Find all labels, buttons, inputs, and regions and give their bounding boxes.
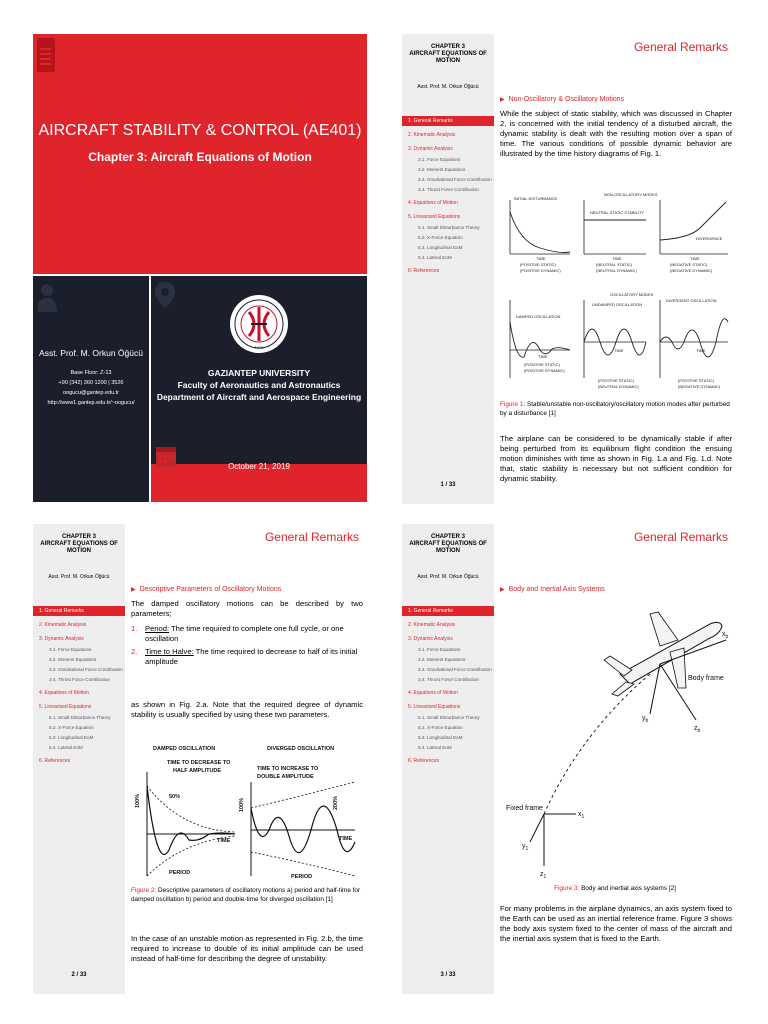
fig1-initial-label: INITIAL DISTURBANCE [514,196,558,201]
fig1-osc-modes-label: OSCILLATORY MODES [610,292,654,297]
fig1-neg-static-c: (NEGATIVE STATIC) [670,262,708,267]
navigation-sidebar [33,524,125,994]
body-paragraph: For many problems in the airplane dynamics, an axis system fixed to the Earth can be used as an inertial reference frame. Figure 3 shows the body axis system fixed to the center of mass of the aircraft and the inertial axis system that is fixed to the Earth. [500,904,732,943]
fig2-half: HALF AMPLITUDE [173,768,222,774]
sidebar-item[interactable]: 1. General Remarks [402,606,494,616]
fig1-pos-static-f: (POSITIVE STATIC) [678,378,714,383]
slide-content [125,524,367,994]
fig1-pos-static-e: (POSITIVE STATIC) [598,378,634,383]
fig1-neutral-label: NEUTRAL STATIC STABILITY [590,210,645,215]
fig2-double: DOUBLE AMPLITUDE [257,774,314,780]
navigation-sidebar [402,524,494,994]
parameter-item [131,624,363,644]
logo-year: 1973 [254,345,264,350]
sidebar-item[interactable]: 3.4. Thrust Force Contribution [418,677,479,682]
closing-paragraph: In the case of an unstable motion as represented in Fig. 2.b, the time required to increase to double of its initial amplitude can be used instead of half-time for describing the degree of unstability. [131,934,363,963]
slide-title: General Remarks [633,530,728,544]
page-number: 3 / 33 [440,972,456,978]
page-number: 2 / 33 [71,972,87,978]
sidebar-item[interactable]: 4. Equations of Motion [39,690,89,696]
figure-2-oscillation-params [131,742,365,882]
contact-office: Base Floor: Z-13 [70,370,112,376]
fig1-divergent-label: DIVERGENT OSCILLATION [666,298,717,303]
fig1-pos-dyn-a: (POSITIVE DYNAMIC) [520,268,561,273]
sidebar-item[interactable]: 3.4. Thrust Force Contribution [49,677,110,682]
sidebar-chapter-line: AIRCRAFT EQUATIONS OF [40,541,118,547]
fig1-time-d: TIME [538,354,548,359]
fig1-neg-dyn-f: (NEGATIVE DYNAMIC) [678,384,721,389]
location-pin-icon [155,282,175,308]
sidebar-chapter [402,44,494,65]
sidebar-item[interactable]: 5.3. Longitudinal EoM [49,735,94,740]
fig2-50: 50% [169,794,181,800]
fig1-non-osc-label: NON-OSCILLATORY MODES [604,192,658,197]
sidebar-chapter [33,534,125,555]
author-name: Asst. Prof. M. Orkun Öğücü [39,348,143,358]
sidebar-item[interactable]: 5.2. X-Force Equation [49,725,94,730]
fig1-undamped-label: UNDAMPED OSCILLATION [592,302,643,307]
fig2-100-a: 100% [135,793,141,808]
item-term: Period: [145,624,170,633]
sidebar-chapter-line: CHAPTER 3 [430,534,465,540]
fig1-pos-static-a: (POSITIVE STATIC) [520,262,556,267]
sidebar-item[interactable]: 6. References [408,758,440,764]
sidebar-item[interactable]: 2. Kinematic Analysis [39,622,87,628]
sidebar-item[interactable]: 5.2. X-Force Equation [418,235,463,240]
section-heading: ▶ Body and Inertial Axis Systems [500,586,605,593]
slide-title: General Remarks [633,40,728,54]
fig2-100-b: 100% [239,797,245,812]
person-icon [35,282,59,312]
figure-label: Figure 1: [500,401,526,408]
sidebar-chapter-line: AIRCRAFT EQUATIONS OF [409,51,487,57]
sidebar-item[interactable]: 6. References [408,268,440,274]
figure-1-caption [500,400,730,418]
document-icon [37,38,55,72]
section-heading: ▶ Non-Oscillatory & Oscillatory Motions [500,96,624,103]
body-y-axis-label: $y_b$ [642,715,649,724]
sidebar-item[interactable]: 3.1. Force Equations [418,647,461,652]
body-x-axis-label: $x_b$ [722,631,729,640]
fig2-time-b: TIME [339,836,353,842]
sidebar-item[interactable]: 3.4. Thrust Force Contribution [418,187,479,192]
course-title: AIRCRAFT STABILITY & CONTROL (AE401) [38,122,362,139]
body-z-axis-label: $z_b$ [694,725,701,734]
navigation-sidebar [402,34,494,504]
sidebar-item[interactable]: 3.3. Gravitational Force Contribution [418,667,492,672]
slide-2 [33,524,367,994]
figure-caption-text: Body and inertial axis systems [2] [581,885,676,892]
contact-email[interactable]: oogucu@gantep.edu.tr [62,390,120,396]
item-text: The time required to decrease to half of its initial amplitude [145,647,358,666]
fig1-neu-dyn-e: (NEUTRAL DYNAMIC) [598,384,639,389]
sidebar-item[interactable]: 2. Kinematic Analysis [408,622,456,628]
sidebar-item[interactable]: 5.4. Lateral EoM [49,745,83,750]
fig2-tti: TIME TO INCREASE TO [257,766,319,772]
sidebar-item[interactable]: 5.3. Longitudinal EoM [418,735,463,740]
figure-caption-text: Descriptive parameters of oscillatory motions a) period and half-time for damped oscillation b) period and double-time for diverged oscillation [1] [131,887,361,903]
sidebar-item[interactable]: 1. General Remarks [402,116,494,126]
item-term: Time to Halve: [145,647,194,656]
fixed-x-axis-label: $x_1$ [578,811,585,820]
sidebar-item[interactable]: 5. Linearized Equations [408,214,461,220]
sidebar-item[interactable]: 5.2. X-Force Equation [418,725,463,730]
fixed-y-axis-label: $y_1$ [522,843,529,852]
sidebar-item[interactable]: 5.4. Lateral EoM [418,745,452,750]
sidebar-chapter-line: MOTION [436,58,460,64]
sidebar-chapter-line: CHAPTER 3 [430,44,465,50]
sidebar-item[interactable]: 2. Kinematic Analysis [408,132,456,138]
figure-label: Figure 2: [131,887,157,894]
presentation-date: October 21, 2019 [228,462,290,471]
title-banner [33,34,367,274]
section-heading: ▶ Descriptive Parameters of Oscillatory Motions [131,586,281,593]
department-name: Department of Aircraft and Aerospace Engineering [156,392,362,402]
sidebar-item[interactable]: 3.2. Moment Equations [49,657,97,662]
parameter-list [131,624,363,670]
fixed-z-axis-label: $z_1$ [540,871,547,880]
university-name: GAZIANTEP UNIVERSITY [207,368,311,378]
sidebar-item[interactable]: 3.1. Force Equations [418,157,461,162]
fig1-neg-dyn-c: (NEGATIVE DYNAMIC) [670,268,713,273]
sidebar-item[interactable]: 5.1. Small Disturbance Theory [418,715,480,720]
sidebar-item[interactable]: 5.1. Small Disturbance Theory [418,225,480,230]
sidebar-item[interactable]: 3.3. Gravitational Force Contribution [49,667,123,672]
fig1-damped-label: DAMPED OSCILLATION [516,314,561,319]
fig1-divergence-label: DIVERGENCE [696,236,723,241]
chapter-title: Chapter 3: Aircraft Equations of Motion [88,150,312,164]
figure-1-motion-modes [500,192,734,396]
fig1-pos-dyn-d: (POSITIVE DYNAMIC) [524,368,565,373]
sidebar-item[interactable]: 5.3. Longitudinal EoM [418,245,463,250]
fig1-time-c: TIME [690,256,700,261]
sidebar-chapter-line: CHAPTER 3 [61,534,96,540]
sidebar-item[interactable]: 3. Dynamic Analysis [408,636,453,642]
sidebar-item[interactable]: 3. Dynamic Analysis [408,146,453,152]
fig1-time-a: TIME [536,256,546,261]
fig2-damped-title: DAMPED OSCILLATION [153,746,216,752]
figure-2-caption [131,886,361,904]
fig2-200: 200% [333,795,339,810]
fig1-time-b: TIME [612,256,622,261]
sidebar-chapter-line: AIRCRAFT EQUATIONS OF [409,541,487,547]
sidebar-item[interactable]: 3.2. Moment Equations [418,167,466,172]
fig1-pos-static-d: (POSITIVE STATIC) [524,362,560,367]
sidebar-item[interactable]: 5. Linearized Equations [39,704,92,710]
sidebar-author: Asst. Prof. M. Orkun Öğücü [417,84,479,90]
intro-paragraph: While the subject of static stability, which was discussed in Chapter 2, is concerned with the initial tendency of a disturbed aircraft, the dynamic stability is dealt with the resulting motion over a span of time. The various conditions of possible dynamic behavior are illustrated by the time history diagrams of Fig. 1. [500,109,732,158]
sidebar-item[interactable]: 1. General Remarks [33,606,125,616]
item-number: 2. [131,647,138,656]
title-slide [33,34,367,504]
sidebar-item[interactable]: 3.3. Gravitational Force Contribution [418,177,492,182]
slide-3 [402,524,736,994]
slide-title: General Remarks [264,530,359,544]
fig2-ttd: TIME TO DECREASE TO [167,760,231,766]
sidebar-item[interactable]: 3.2. Moment Equations [418,657,466,662]
item-text: The time required to complete one full cycle, or one oscillation [145,624,344,643]
body-frame-label: Body frame [688,675,724,682]
body-paragraph: as shown in Fig. 2.a. Note that the required degree of dynamic stability is usually specified by using these two parameters. [131,700,363,719]
sidebar-author: Asst. Prof. M. Orkun Öğücü [48,574,110,580]
page-number: 1 / 33 [440,482,456,488]
slide-1 [402,34,736,504]
sidebar-item[interactable]: 6. References [39,758,71,764]
sidebar-author: Asst. Prof. M. Orkun Öğücü [417,574,479,580]
fig2-time-a: TIME [217,838,231,844]
sidebar-item[interactable]: 3. Dynamic Analysis [39,636,84,642]
parameter-item [131,647,363,667]
fig1-time-e: TIME [614,348,624,353]
intro-paragraph: The damped oscillatory motions can be described by two parameters; [131,599,363,618]
university-logo [229,294,289,354]
item-number: 1. [131,624,138,633]
fixed-frame-label: Fixed frame [506,805,543,812]
sidebar-item[interactable]: 5.4. Lateral EoM [418,255,452,260]
fig2-period-a: PERIOD [169,870,191,876]
contact-website[interactable]: http://www1.gantep.edu.tr/~oogucu/ [47,400,135,406]
fig1-time-f: TIME [696,348,706,353]
sidebar-item[interactable]: 5. Linearized Equations [408,704,461,710]
sidebar-chapter-line: MOTION [436,548,460,554]
figure-label: Figure 3: [554,885,580,892]
author-panel [33,276,149,502]
fig1-neu-dyn: (NEUTRAL DYNAMIC) [596,268,637,273]
figure-3-axis-systems [500,604,734,880]
sidebar-item[interactable]: 5.1. Small Disturbance Theory [49,715,111,720]
sidebar-item[interactable]: 4. Equations of Motion [408,690,458,696]
sidebar-item[interactable]: 3.1. Force Equations [49,647,92,652]
faculty-name: Faculty of Aeronautics and Astronautics [177,380,341,390]
body-paragraph: The airplane can be considered to be dynamically stable if after being perturbed from its equilibrium flight condition the ensuing motion diminishes with time as shown in Fig. 1.a and Fig. 1.d. Note that, static stability is necessary but not sufficient condition for dynamic stability. [500,434,732,483]
fig2-diverged-title: DIVERGED OSCILLATION [267,746,335,752]
slide-content [494,34,736,504]
slide-content [494,524,736,994]
sidebar-item[interactable]: 4. Equations of Motion [408,200,458,206]
fig1-neu-static: (NEUTRAL STATIC) [596,262,632,267]
sidebar-chapter-line: MOTION [67,548,91,554]
fig2-period-b: PERIOD [291,874,313,880]
figure-caption-text: Stable/unstable non-oscillatory/oscillatory motion modes after perturbed by a disturbance [1] [500,401,730,417]
figure-3-caption [500,884,730,893]
sidebar-chapter [402,534,494,555]
contact-phone: +90 (342) 360 1200 | 3526 [58,380,124,386]
